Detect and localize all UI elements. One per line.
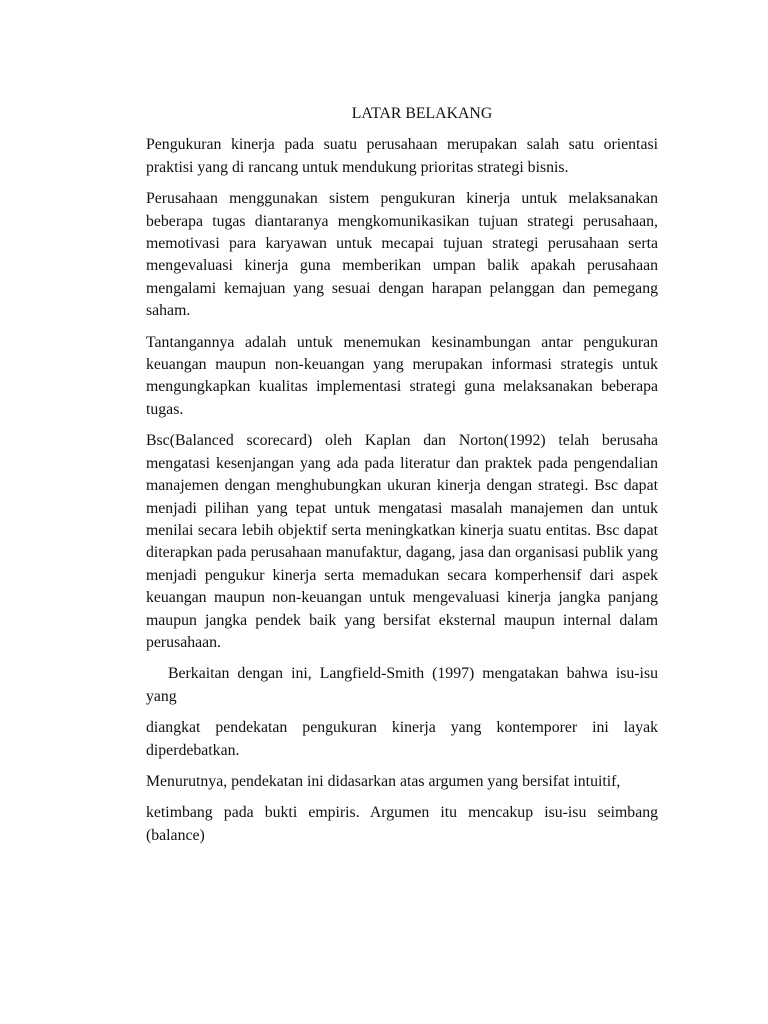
paragraph-5: Berkaitan dengan ini, Langfield-Smith (1997) mengatakan bahwa isu-isu yang — [146, 665, 658, 705]
paragraph-7: Menurutnya, pendekatan ini didasarkan atas argumen yang bersifat intuitif, — [146, 772, 621, 790]
paragraph-2: Perusahaan menggunakan sistem pengukuran kinerja untuk melaksanakan beberapa tugas diantaranya mengkomunikasikan tujuan strategi perusahaan, memotivasi para karyawan untuk mecapai tujuan strategi perusahaan serta mengevaluasi kinerja guna memberikan umpan balik apakah perusahaan mengalami kemajuan yang sesuai dengan harapan pelanggan dan pemegang saham. — [146, 190, 658, 320]
document-body — [146, 103, 658, 856]
paragraph-4: Bsc(Balanced scorecard) oleh Kaplan dan Norton(1992) telah berusaha mengatasi kesenjangan yang ada pada literatur dan praktek pada pengendalian manajemen dengan menghubungkan ukuran kinerja dengan strategi. Bsc dapat menjadi pilihan yang tepat untuk mengatasi masalah manajemen dan untuk menilai secara lebih objektif serta meningkatkan kinerja suatu entitas. Bsc dapat diterapkan pada perusahaan manufaktur, dagang, jasa dan organisasi publik yang menjadi pengukur kinerja serta memadukan secara komperhensif dari aspek keuangan maupun non-keuangan untuk mengevaluasi kinerja jangka panjang maupun jangka pendek baik yang bersifat eksternal maupun internal dalam perusahaan. — [146, 432, 658, 651]
paragraph-8: ketimbang pada bukti empiris. Argumen itu mencakup isu-isu seimbang (balance) — [146, 804, 658, 844]
paragraph-3: Tantangannya adalah untuk menemukan kesinambungan antar pengukuran keuangan maupun non-keuangan yang merupakan informasi strategis untuk mengungkapkan kualitas implementasi strategi guna melaksanakan beberapa tugas. — [146, 333, 658, 418]
paragraph-1: Pengukuran kinerja pada suatu perusahaan merupakan salah satu orientasi praktisi yang di rancang untuk mendukung prioritas strategi bisnis. — [146, 136, 658, 176]
document-title: LATAR BELAKANG — [351, 105, 493, 122]
paragraph-6: diangkat pendekatan pengukuran kinerja yang kontemporer ini layak diperdebatkan. — [146, 719, 658, 759]
